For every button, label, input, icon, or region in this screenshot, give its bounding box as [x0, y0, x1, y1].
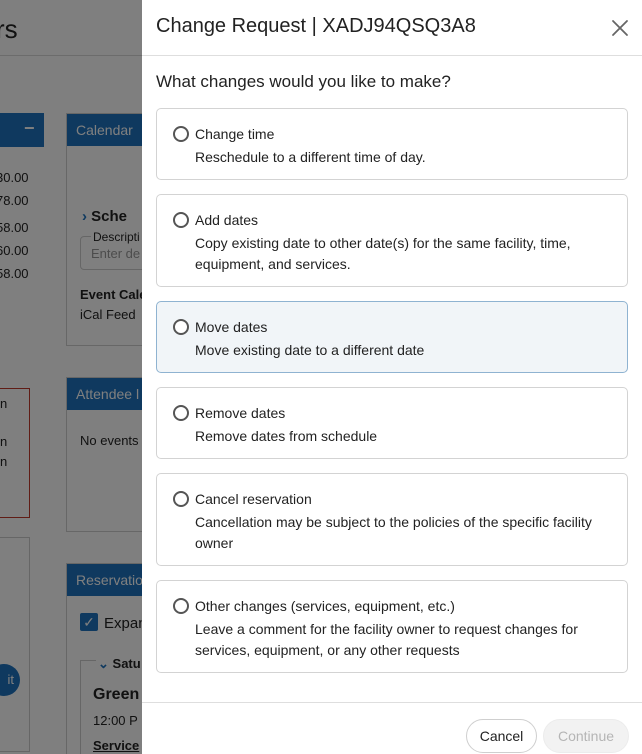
option-description: Reschedule to a different time of day.: [195, 149, 426, 165]
modal-title: Change Request | XADJ94QSQ3A8: [156, 15, 476, 37]
close-button[interactable]: [610, 18, 630, 38]
option-description: Cancellation may be subject to the policies of the specific facility owner: [195, 514, 592, 551]
radio-other-changes[interactable]: [173, 598, 189, 614]
option-cancel-reservation[interactable]: [156, 473, 628, 566]
modal-header: [142, 0, 642, 56]
option-description: Move existing date to a different date: [195, 342, 425, 358]
option-title: Add dates: [195, 212, 259, 228]
option-description: Leave a comment for the facility owner to request changes for services, equipment, or any other requests: [195, 621, 578, 658]
option-change-time[interactable]: [156, 108, 628, 180]
close-icon: [610, 18, 630, 38]
radio-cancel-reservation[interactable]: [173, 491, 189, 507]
option-title: Move dates: [195, 319, 268, 335]
modal-footer: [142, 702, 642, 754]
radio-move-dates[interactable]: [173, 319, 189, 335]
change-request-modal: [142, 0, 642, 754]
radio-change-time[interactable]: [173, 126, 189, 142]
option-title: Cancel reservation: [195, 491, 312, 507]
option-description: Remove dates from schedule: [195, 428, 378, 444]
option-other-changes[interactable]: [156, 580, 628, 673]
modal-question: What changes would you like to make?: [156, 72, 451, 91]
cancel-button[interactable]: Cancel: [466, 719, 537, 753]
option-remove-dates[interactable]: [156, 387, 628, 459]
option-title: Change time: [195, 126, 275, 142]
radio-add-dates[interactable]: [173, 212, 189, 228]
radio-remove-dates[interactable]: [173, 405, 189, 421]
option-description: Copy existing date to other date(s) for the same facility, time, equipment, and services.: [195, 235, 571, 272]
option-title: Remove dates: [195, 405, 286, 421]
continue-button: Continue: [543, 719, 629, 753]
option-title: Other changes (services, equipment, etc.): [195, 598, 455, 614]
option-add-dates[interactable]: [156, 194, 628, 287]
option-move-dates[interactable]: [156, 301, 628, 373]
